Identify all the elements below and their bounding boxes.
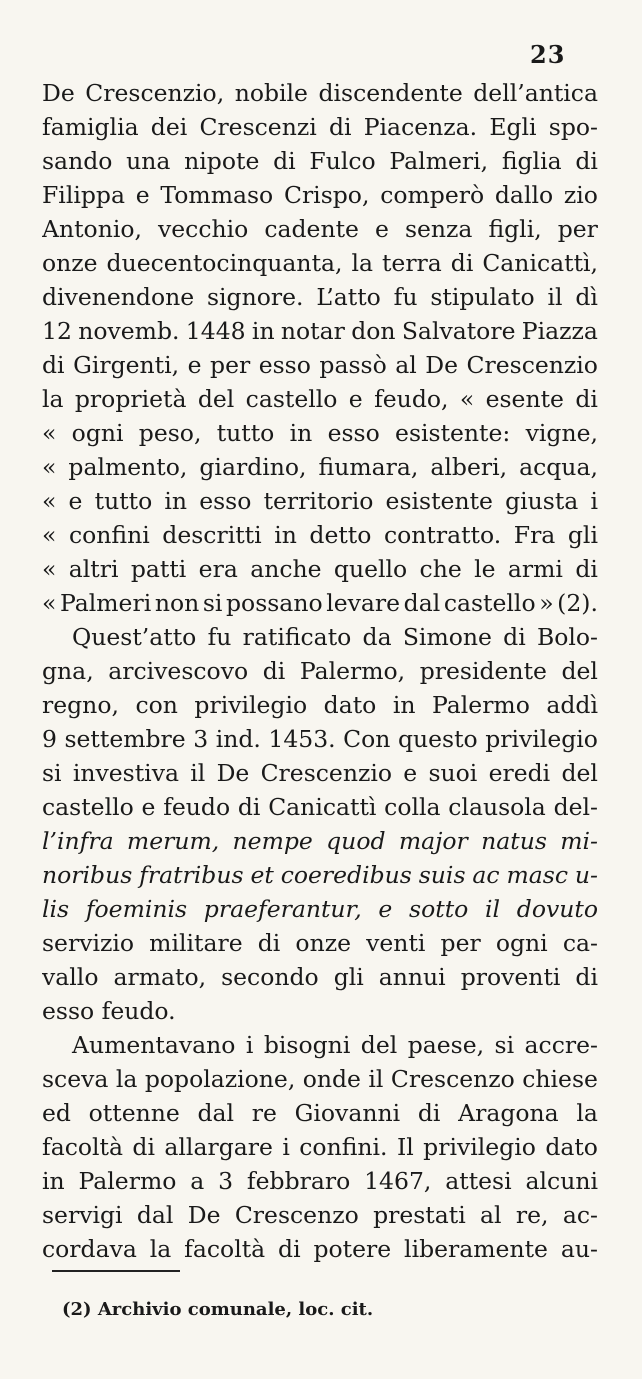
text-line: regno, con privilegio dato in Palermo addì xyxy=(42,691,598,719)
footnote-divider xyxy=(52,1270,180,1272)
text-line: « altri patti era anche quello che le armi di xyxy=(42,555,598,583)
text-line: 12 novemb. 1448 in notar don Salvatore Piazza xyxy=(42,317,598,345)
text-line: De Crescenzio, nobile discendente dell’antica xyxy=(42,79,598,107)
text-line: cordava la facoltà di potere liberamente au- xyxy=(42,1235,598,1263)
text-line: « palmento, giardino, fiumara, alberi, acqua, xyxy=(42,453,598,481)
text-line: servizio militare di onze venti per ogni ca- xyxy=(42,929,598,957)
text-line: « confini descritti in detto contratto. Fra gli xyxy=(42,521,598,549)
text-line: esso feudo. xyxy=(42,997,176,1025)
text-line: onze duecentocinquanta, la terra di Canicattì, xyxy=(42,249,598,277)
text-line: vallo armato, secondo gli annui proventi di xyxy=(42,963,598,991)
text-line: 9 settembre 3 ind. 1453. Con questo privilegio xyxy=(42,725,598,753)
text-line: « e tutto in esso territorio esistente giusta i xyxy=(42,487,598,515)
footnote: (2) Archivio comunale, loc. cit. xyxy=(62,1299,374,1320)
text-line: divenendone signore. L’atto fu stipulato il dì xyxy=(42,283,598,311)
text-line: ed ottenne dal re Giovanni di Aragona la xyxy=(42,1099,598,1127)
text-line: in Palermo a 3 febbraro 1467, attesi alcuni xyxy=(42,1167,598,1195)
text-line: sceva la popolazione, onde il Crescenzo chiese xyxy=(42,1065,598,1093)
text-line: sando una nipote di Fulco Palmeri, figlia di xyxy=(42,147,598,175)
text-line: di Girgenti, e per esso passò al De Crescenzio xyxy=(42,351,598,379)
text-line: Antonio, vecchio cadente e senza figli, per xyxy=(42,215,598,243)
text-line: « ogni peso, tutto in esso esistente: vigne, xyxy=(42,419,598,447)
text-line: facoltà di allargare i confini. Il privilegio dato xyxy=(42,1133,598,1161)
page-number: 23 xyxy=(530,40,566,69)
text-line: si investiva il De Crescenzio e suoi eredi del xyxy=(42,759,598,787)
text-line: « Palmeri non si possano levare dal castello » (2). xyxy=(42,589,598,617)
text-line: la proprietà del castello e feudo, « esente di xyxy=(42,385,598,413)
text-line: Filippa e Tommaso Crispo, comperò dallo zio xyxy=(42,181,598,209)
text-line: Quest’atto fu ratificato da Simone di Bolo- xyxy=(72,623,598,651)
text-line: Aumentavano i bisogni del paese, si accre- xyxy=(72,1031,598,1059)
text-line: lis foeminis praeferantur, e sotto il dovuto xyxy=(42,895,598,923)
text-line: l’infra merum, nempe quod major natus mi- xyxy=(42,827,598,855)
text-line: noribus fratribus et coeredibus suis ac masc u- xyxy=(42,861,598,889)
text-line: servigi dal De Crescenzo prestati al re, ac- xyxy=(42,1201,598,1229)
text-line: famiglia dei Crescenzi di Piacenza. Egli spo- xyxy=(42,113,598,141)
body-text xyxy=(42,76,598,1266)
text-line: castello e feudo di Canicattì colla clausola del- xyxy=(42,793,598,821)
text-line: gna, arcivescovo di Palermo, presidente del xyxy=(42,657,598,685)
